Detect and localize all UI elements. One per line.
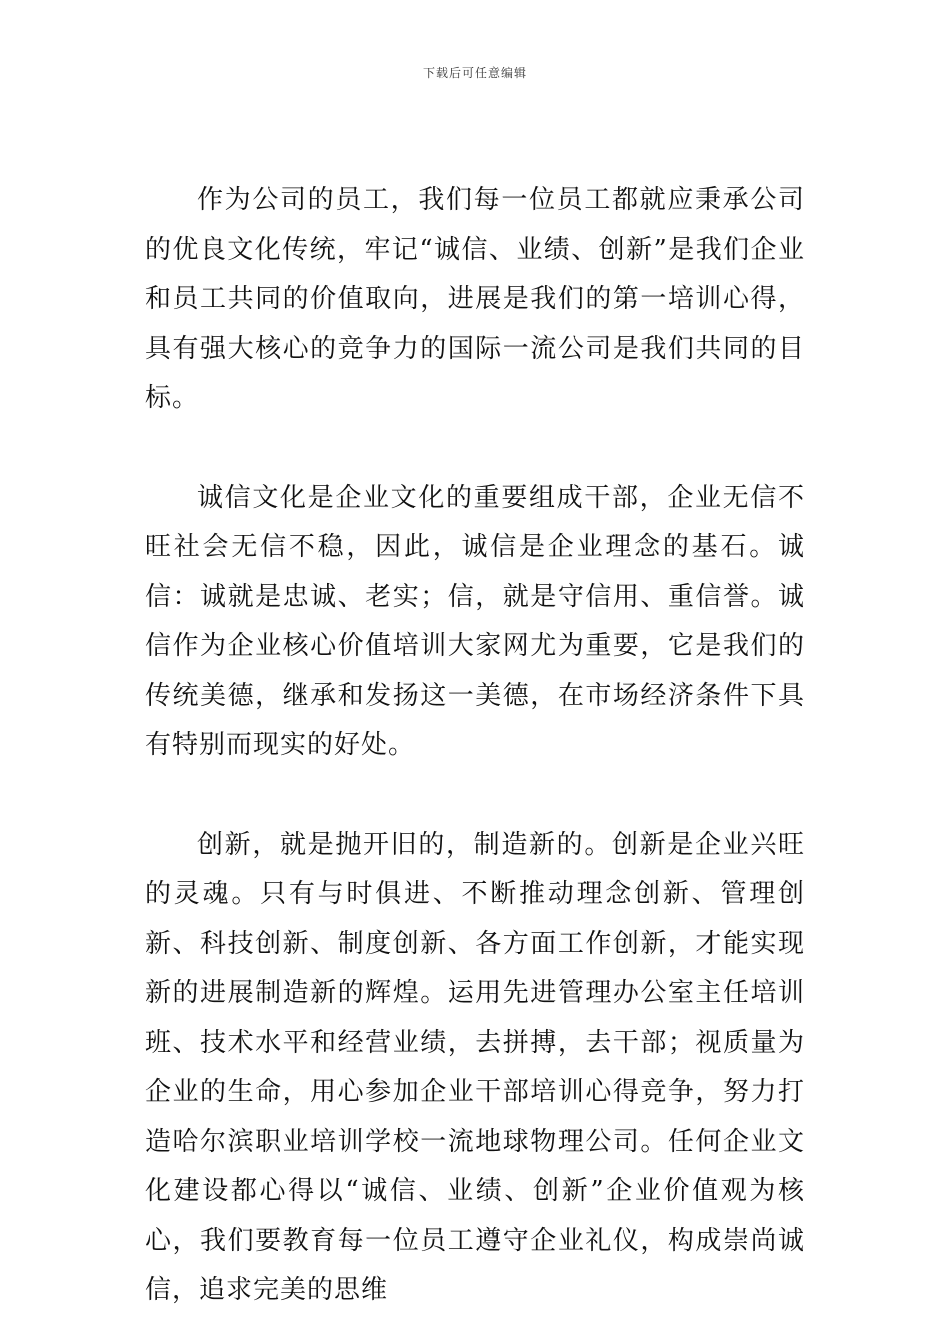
header-note: 下载后可任意编辑 [422, 66, 527, 80]
paragraph-1: 作为公司的员工，我们每一位员工都就应秉承公司的优良文化传统，牢记“诚信、业绩、创新”是我们企业和员工共同的价值取向，进展是我们的第一培训心得，具有强大核心的竞争力的国际一流公司是我们共同的目标。 [145, 185, 805, 413]
paragraph-3: 创新，就是抛开旧的，制造新的。创新是企业兴旺的灵魂。只有与时俱进、不断推动理念创新、管理创新、科技创新、制度创新、各方面工作创新，才能实现新的进展制造新的辉煌。运用先进管理办公室主任培训班、技术水平和经营业绩，去拼搏，去干部；视质量为企业的生命，用心参加企业干部培训心得竞争，努力打造哈尔滨职业培训学校一流地球物理公司。任何企业文化建设都心得以“诚信、业绩、创新”企业价值观为核心，我们要教育每一位员工遵守企业礼仪，构成崇尚诚信，追求完美的思维 [145, 829, 805, 1305]
paragraph-2: 诚信文化是企业文化的重要组成干部，企业无信不旺社会无信不稳，因此，诚信是企业理念的基石。诚信：诚就是忠诚、老实；信，就是守信用、重信誉。诚信作为企业核心价值培训大家网尤为重要，它是我们的传统美德，继承和发扬这一美德，在市场经济条件下具有特别而现实的好处。 [145, 482, 805, 760]
document-body [145, 176, 805, 1316]
